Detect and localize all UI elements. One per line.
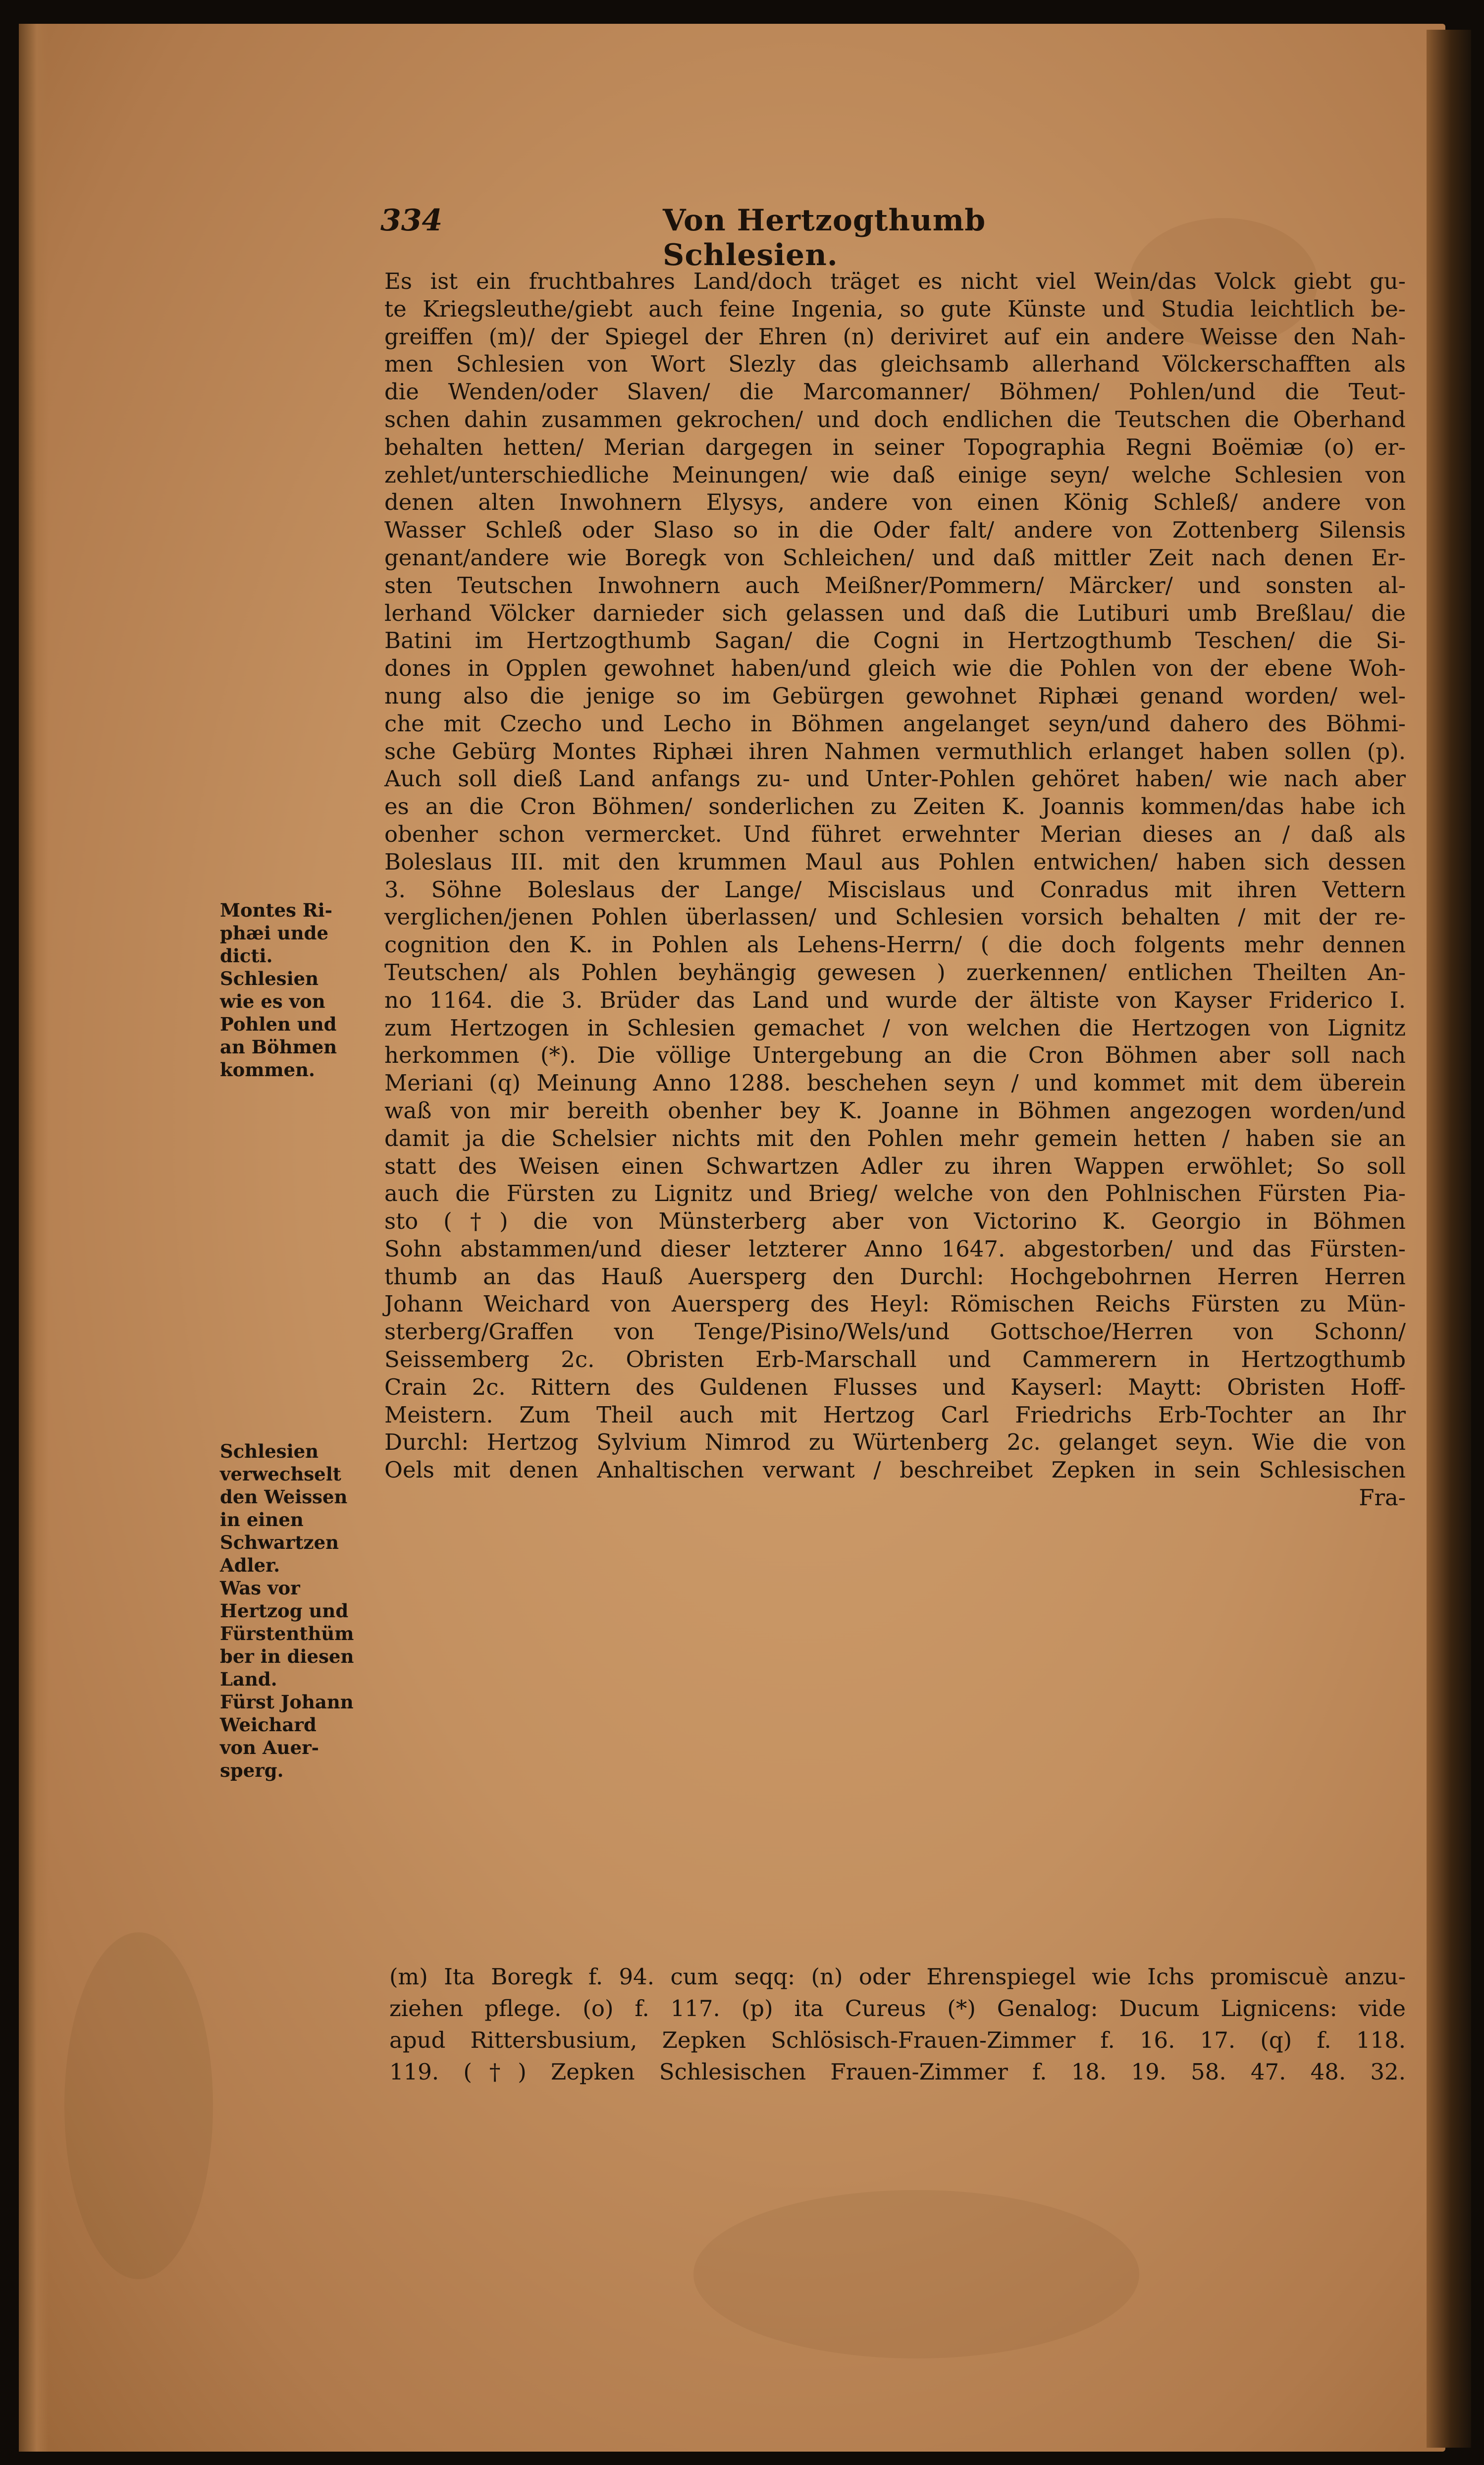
running-title: Von Hertzogthumb Schlesien. <box>663 203 986 273</box>
margin-note-line: Fürst Johann <box>220 1691 354 1713</box>
text-line: obenher schon vermercket. Und führet erwehnter Merian dieses an / daß als <box>384 821 1406 847</box>
margin-note-line: Hertzog und <box>220 1600 349 1622</box>
margin-note-line: an Böhmen <box>220 1036 337 1058</box>
text-line: damit ja die Schelsier nichts mit den Pohlen mehr gemein hetten / haben sie an <box>384 1125 1406 1151</box>
margin-note-line: Adler. <box>220 1554 280 1576</box>
footnote-line: apud Rittersbusium, Zepken Schlösisch-Frauen-Zimmer f. 16. 17. (q) f. 118. <box>389 2027 1406 2053</box>
text-line: auch die Fürsten zu Lignitz und Brieg/ welche von den Pohlnischen Fürsten Pia- <box>384 1180 1406 1207</box>
margin-note-montes-riphaei <box>220 899 369 1081</box>
footnote-line: (m) Ita Boregk f. 94. cum seqq: (n) oder Ehrenspiegel wie Ichs promiscuè anzu- <box>389 1964 1406 1990</box>
footnote-line: 119. (†) Zepken Schlesischen Frauen-Zimmer f. 18. 19. 58. 47. 48. 32. <box>389 2059 1406 2085</box>
text-line: men Schlesien von Wort Slezly das gleichsamb allerhand Völckerschafften als <box>384 351 1406 378</box>
text-line: schen dahin zusammen gekrochen/ und doch endlichen die Teutschen die Oberhand <box>384 406 1406 433</box>
text-line: lerhand Völcker darnieder sich gelassen und daß die Lutiburi umb Breßlau/ die <box>384 600 1406 626</box>
text-line: zum Hertzogen in Schlesien gemachet / von welchen die Hertzogen von Lignitz <box>384 1014 1406 1041</box>
text-line: Crain 2c. Rittern des Guldenen Flusses und Kayserl: Maytt: Obristen Hoff- <box>384 1373 1406 1400</box>
text-line: 3. Söhne Boleslaus der Lange/ Miscislaus und Conradus mit ihren Vettern <box>384 876 1406 903</box>
text-line: no 1164. die 3. Brüder das Land und wurde der ältiste von Kayser Friderico I. <box>384 986 1406 1013</box>
text-line: te Kriegsleuthe/giebt auch feine Ingenia, so gute Künste und Studia leichtlich be- <box>384 295 1406 322</box>
margin-note-line: den Weissen <box>220 1486 348 1508</box>
text-line: dones in Opplen gewohnet haben/und gleich wie die Pohlen von der ebene Woh- <box>384 655 1406 682</box>
margin-note-line: in einen <box>220 1509 304 1531</box>
margin-note-line: ber in diesen <box>220 1645 354 1667</box>
paper-stain <box>64 1932 213 2279</box>
text-line: Seissemberg 2c. Obristen Erb-Marschall und Cammerern in Hertzogthumb <box>384 1346 1406 1373</box>
margin-note-line: Pohlen und <box>220 1013 337 1035</box>
footnotes-block <box>389 1961 1406 2088</box>
text-line: genant/andere wie Boregk von Schleichen/ und daß mittler Zeit nach denen Er- <box>384 544 1406 571</box>
text-line: denen alten Inwohnern Elysys, andere von einen König Schleß/ andere von <box>384 489 1406 516</box>
text-line: cognition den K. in Pohlen als Lehens-Herrn/ ( die doch folgents mehr dennen <box>384 931 1406 958</box>
text-line: Durchl: Hertzog Sylvium Nimrod zu Würtenberg 2c. gelanget seyn. Wie die von <box>384 1429 1406 1456</box>
text-line: Fra- <box>1359 1484 1406 1511</box>
text-line: die Wenden/oder Slaven/ die Marcomanner/ Böhmen/ Pohlen/und die Teut- <box>384 379 1406 405</box>
text-line: nung also die jenige so im Gebürgen gewohnet Riphæi genand worden/ wel- <box>384 682 1406 709</box>
text-line: Auch soll dieß Land anfangs zu- und Unter-Pohlen gehöret haben/ wie nach aber <box>384 766 1406 792</box>
text-line: Oels mit denen Anhaltischen verwant / beschreibet Zepken in sein Schlesischen <box>384 1457 1406 1483</box>
text-line: sten Teutschen Inwohnern auch Meißner/Pommern/ Märcker/ und sonsten al- <box>384 572 1406 599</box>
text-line: es an die Cron Böhmen/ sonderlichen zu Zeiten K. Joannis kommen/das habe ich <box>384 793 1406 820</box>
margin-note-line: Schlesien <box>220 1440 319 1462</box>
margin-note-line: Fürstenthüm <box>220 1623 354 1644</box>
margin-note-line: dicti. <box>220 945 273 967</box>
text-line: behalten hetten/ Merian dargegen in seiner Topographia Regni Boëmiæ (o) er- <box>384 434 1406 460</box>
margin-note-line: von Auer- <box>220 1737 319 1758</box>
page-edge-shadow <box>1427 30 1471 2448</box>
text-line: sto (†) die von Münsterberg aber von Victorino K. Georgio in Böhmen <box>384 1208 1406 1235</box>
text-line: Meistern. Zum Theil auch mit Hertzog Carl Friedrichs Erb-Tochter an Ihr <box>384 1401 1406 1428</box>
margin-note-line: kommen. <box>220 1059 315 1081</box>
margin-note-line: Schlesien <box>220 968 319 989</box>
margin-note-line: wie es von <box>220 990 325 1012</box>
text-line: zehlet/unterschiedliche Meinungen/ wie daß einige seyn/ welche Schlesien von <box>384 461 1406 488</box>
text-line: Meriani (q) Meinung Anno 1288. beschehen seyn / und kommet mit dem überein <box>384 1070 1406 1096</box>
margin-note-line: Schwartzen <box>220 1532 339 1553</box>
text-line: Teutschen/ als Pohlen beyhängig gewesen ) zuerkennen/ entlichen Theilten An- <box>384 959 1406 986</box>
text-line: waß von mir bereith obenher bey K. Joanne in Böhmen angezogen worden/und <box>384 1097 1406 1124</box>
text-line: statt des Weisen einen Schwartzen Adler zu ihren Wappen erwöhlet; So soll <box>384 1152 1406 1179</box>
text-line: sterberg/Graffen von Tenge/Pisino/Wels/und Gottschoe/Herren von Schonn/ <box>384 1318 1406 1345</box>
text-line: verglichen/jenen Pohlen überlassen/ und Schlesien vorsich behalten / mit der re- <box>384 904 1406 931</box>
text-line: Johann Weichard von Auersperg des Heyl: Römischen Reichs Fürsten zu Mün- <box>384 1291 1406 1317</box>
text-line: thumb an das Hauß Auersperg den Durchl: Hochgebohrnen Herren Herren <box>384 1263 1406 1290</box>
margin-note-line: Weichard <box>220 1714 317 1736</box>
paper-stain <box>693 2190 1139 2358</box>
margin-note-line: Was vor <box>220 1577 300 1599</box>
margin-note-line: phæi unde <box>220 922 329 944</box>
margin-note-line: verwechselt <box>220 1463 341 1485</box>
page-number: 334 <box>380 203 443 238</box>
text-line: Boleslaus III. mit den krummen Maul aus Pohlen entwichen/ haben sich dessen <box>384 848 1406 875</box>
text-line: sche Gebürg Montes Riphæi ihren Nahmen vermuthlich erlanget haben sollen (p). <box>384 738 1406 765</box>
main-text-block <box>384 268 1406 1512</box>
text-line: Batini im Hertzogthumb Sagan/ die Cogni in Hertzogthumb Teschen/ die Si- <box>384 627 1406 654</box>
text-line: greiffen (m)/ der Spiegel der Ehren (n) deriviret auf ein andere Weisse den Nah- <box>384 323 1406 350</box>
margin-note-schlesien-adler <box>220 1440 369 1782</box>
footnote-line: ziehen pflege. (o) f. 117. (p) ita Cureus (*) Genalog: Ducum Lignicens: vide <box>389 1995 1406 2022</box>
margin-note-line: Montes Ri- <box>220 899 333 921</box>
text-line: Sohn abstammen/und dieser letzterer Anno 1647. abgestorben/ und das Fürsten- <box>384 1235 1406 1262</box>
binding-edge <box>19 24 49 2452</box>
margin-note-line: Land. <box>220 1668 277 1690</box>
text-line: herkommen (*). Die völlige Untergebung an die Cron Böhmen aber soll nach <box>384 1042 1406 1069</box>
text-line: Es ist ein fruchtbahres Land/doch träget es nicht viel Wein/das Volck giebt gu- <box>384 268 1406 294</box>
margin-note-line: sperg. <box>220 1759 284 1781</box>
text-line: Wasser Schleß oder Slaso so in die Oder falt/ andere von Zottenberg Silensis <box>384 517 1406 544</box>
text-line: che mit Czecho und Lecho in Böhmen angelanget seyn/und dahero des Böhmi- <box>384 710 1406 737</box>
page-header <box>380 203 1153 273</box>
